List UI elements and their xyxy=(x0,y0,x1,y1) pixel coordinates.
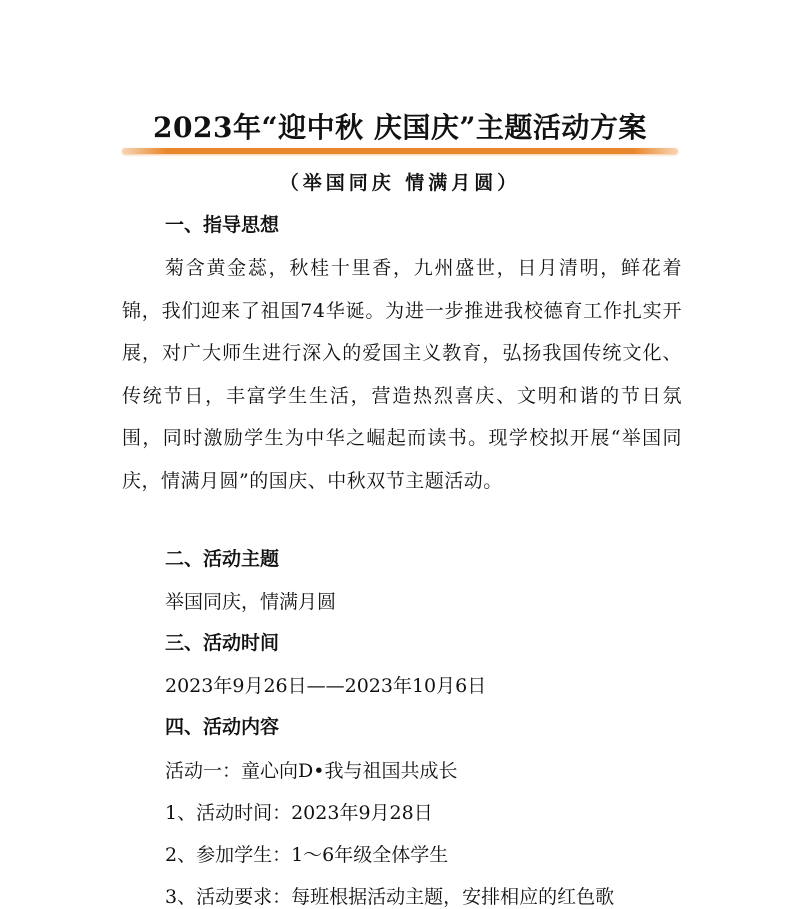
document-title: 2023年“迎中秋 庆国庆”主题活动方案 xyxy=(153,111,647,144)
list-item-participants: 2、参加学生：1～6年级全体学生 xyxy=(165,844,449,866)
list-item-activity-date: 1、活动时间：2023年9月28日 xyxy=(165,802,433,824)
section-heading-activity-theme: 二、活动主题 xyxy=(165,548,280,570)
activity-theme-text: 举国同庆，情满月圆 xyxy=(165,591,337,613)
document-subtitle: （举国同庆 情满月圆） xyxy=(279,172,521,194)
section-heading-guiding-ideology: 一、指导思想 xyxy=(165,214,280,236)
guiding-ideology-paragraph: 菊含黄金蕊，秋桂十里香，九州盛世，日月清明，鲜花着锦，我们迎来了祖国74华诞。为进一步推进我校德育工作扎实开展，对广大师生进行深入的爱国主义教育，弘扬我国传统文化、传统节日，丰富学生生活，营造热烈喜庆、文明和谐的节日氛围，同时激励学生为中华之崛起而读书。现学校拟开展“举国同庆，情满月圆”的国庆、中秋双节主题活动。 xyxy=(122,257,682,492)
title-underline xyxy=(122,148,678,154)
activity-time-text: 2023年9月26日——2023年10月6日 xyxy=(165,675,487,697)
section-heading-activity-content: 四、活动内容 xyxy=(165,716,280,738)
activity-one-title: 活动一：童心向D•我与祖国共成长 xyxy=(165,760,458,782)
list-item-requirements: 3、活动要求：每班根据活动主题，安排相应的红色歌 xyxy=(165,886,615,908)
section-heading-activity-time: 三、活动时间 xyxy=(165,632,280,654)
